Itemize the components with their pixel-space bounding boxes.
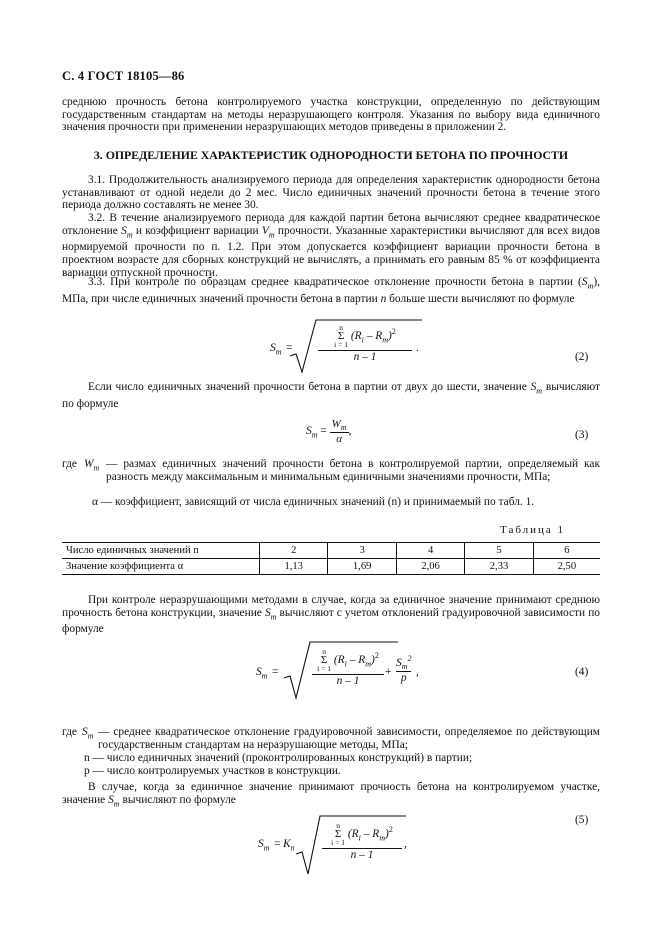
table-row bbox=[62, 559, 600, 575]
equation-number-4: (4) bbox=[575, 666, 589, 678]
table-cell: 2,50 bbox=[533, 559, 600, 575]
equation-number-3: (3) bbox=[575, 429, 589, 441]
table-cell-label: Значение коэффициента α bbox=[62, 559, 260, 575]
table-cell: 5 bbox=[465, 543, 533, 559]
table-cell: 4 bbox=[396, 543, 464, 559]
page-header: С. 4 ГОСТ 18105—86 bbox=[62, 69, 185, 83]
p33-text-b: , МПа, при числе единичных значений прочности бетона в партии bbox=[62, 276, 600, 305]
document-page: С. 4 ГОСТ 18105—86 среднюю прочность бетона контролируемого участка конструкции, определенную по действующим государственным стандартам на методы неразрушающего контроля. Указания по выбору вида единичного значения прочности при применении неразрушающих методов приведены в приложении 2. 3. ОПРЕДЕЛЕНИЕ ХАРАКТЕРИСТИК ОДНОРОДНОСТИ БЕТОНА ПО ПРОЧНОСТИ 3.1. Продолжительность анализируемого периода для определения характеристик однородности бетона устанавливают от одной недели до 2 мес. Число единичных значений прочности бетона в течение этого периода должно составлять не менее 30. 3.2. В течение анализируемого периода для каждой партии бетона вычисляют среднее квадратическое отклонение $S_m$ и коэффициент вариации $V_m$ прочности. Указанные характеристики вычисляют для всех видов нормируемой прочности по п. 1.2. При этом допускается коэффициент вариации прочности бетона в проектном возрасте для сборных конструкций не вычислять, а принимать его равным 85 % от коэффициента вариации отпускной прочности. 3.3. При контроле по образцам среднее квадратическое отклонение прочности бетона в партии $(S_m)$, МПа, при числе единичных значений прочности бетона в партии n больше шести вычисляют по формуле $S_m$ = n Σ i = 1 $(R_i - R_m)^2$ n – 1 . (2) Если число единичных значений прочности бетона в партии от двух до шести, значение $S_m$ вычисляют по формуле $S_m$ = $\frac{W_m}{\alpha}$ , (3) где $W_m$ — размах единичных значений прочности бетона в контролируемой партии, определяемый как разность между максимальным и минимальным единичными значениями прочности, МПа; α — коэффициент, зависящий от числа единичных значений (n) и принимаемый по табл. 1. Таблица 1 Число единичных значений n 2 3 4 5 6 Значение коэффициента α 1,13 1,69 2,06 2,33 2,50 При контроле неразрушающими методами в случае, когда за единичное значение принимают среднюю прочность бетона конструкции, значение $S_m$ вычисляют с учетом отклонений градуировочной зависимости по формуле $S_m$ = n Σ i = 1 $(R_i - R_m)^2$ n – 1 + $S_т^2$ p , (4) где $S_т$ — среднее квадратическое отклонение градуировочной зависимости, определяемое по действующим государственным стандартам на неразрушающие методы, МПа; n — число единичных значений (проконтролированных конструкций) в партии; p — число контролируемых участков в конструкции. В случае, когда за единичное значение принимают прочность бетона на контролируемом участке, значение $S_m$ вычисляют по формуле $S_m$ = $K_n$ n Σ i = 1 $(R_i - R_m)^2$ n – 1 , (5) bbox=[0, 0, 661, 936]
table-cell: 6 bbox=[533, 543, 600, 559]
section-title: 3. ОПРЕДЕЛЕНИЕ ХАРАКТЕРИСТИК ОДНОРОДНОСТИ БЕТОНА ПО ПРОЧНОСТИ bbox=[93, 148, 569, 162]
symbol-n: n bbox=[380, 292, 387, 305]
where-2-description: — среднее квадратическое отклонение градуировочной зависимости, определяемое по действующим государственным стандартам на неразрушающие методы, МПа; bbox=[98, 726, 600, 751]
symbol-sm: $S_m$ bbox=[121, 224, 133, 239]
paragraph-intro: среднюю прочность бетона контролируемого участка конструкции, определенную по действующим государственным стандартам на методы неразрушающего контроля. Указания по выбору вида единичного значения прочности при применении неразрушающих методов приведены в приложении 2. bbox=[62, 96, 600, 134]
symbol-sm: $S_m$ bbox=[581, 276, 594, 291]
where-1-alpha: α — коэффициент, зависящий от числа единичных значений (n) и принимаемый по табл. 1. bbox=[92, 496, 535, 508]
where-2-p: p — число контролируемых участков в конструкции. bbox=[84, 765, 341, 777]
table-cell: 2 bbox=[260, 543, 328, 559]
p33-text-a: 3.3. При контроле по образцам среднее квадратическое отклонение прочности бетона в партии bbox=[88, 276, 573, 288]
paragraph-3-1: 3.1. Продолжительность анализируемого периода для определения характеристик однородности бетона устанавливают от одной недели до 2 мес. Число единичных значений прочности бетона в течение этого периода должно составлять не менее 30. bbox=[62, 174, 600, 212]
where-label-1: где bbox=[62, 458, 77, 470]
paragraph-3-2 bbox=[62, 212, 600, 279]
table-caption: Таблица 1 bbox=[500, 524, 566, 536]
paragraph-nondestructive: При контроле неразрушающими методами в случае, когда за единичное значение принимают среднюю прочность бетона конструкции, значение $S_m$ вычисляют с учетом отклонений градуировочной зависимости по формуле bbox=[62, 594, 600, 636]
formula-3: $S_m$ = $\frac{W_m}{\alpha}$ , bbox=[306, 418, 352, 446]
p32-text-b: и коэффициент вариации bbox=[135, 224, 259, 237]
equation-number-2: (2) bbox=[575, 351, 589, 363]
table-cell: 1,69 bbox=[328, 559, 396, 575]
where-2-n: n — число единичных значений (проконтролированных конструкций) в партии; bbox=[84, 752, 473, 764]
where-label-2: где bbox=[62, 726, 77, 738]
table-cell: 2,33 bbox=[465, 559, 533, 575]
paragraph-3-3: 3.3. При контроле по образцам среднее квадратическое отклонение прочности бетона в партии $(S_m)$, МПа, при числе единичных значений прочности бетона в партии n больше шести вычисляют по формуле bbox=[62, 276, 600, 305]
table-cell-label: Число единичных значений n bbox=[62, 543, 260, 559]
table-cell: 3 bbox=[328, 543, 396, 559]
equation-number-5: (5) bbox=[575, 814, 589, 826]
p33-text-c: больше шести вычисляют по формуле bbox=[389, 292, 575, 305]
table-cell: 1,13 bbox=[260, 559, 328, 575]
table-cell: 2,06 bbox=[396, 559, 464, 575]
table-row bbox=[62, 543, 600, 559]
symbol-vm: $V_m$ bbox=[261, 224, 275, 239]
paragraph-if: Если число единичных значений прочности бетона в партии от двух до шести, значение $S_m$ вычисляют по формуле bbox=[62, 381, 600, 410]
symbol-st: $S_т$ bbox=[82, 726, 94, 741]
symbol-wm: $W_m$ bbox=[84, 458, 100, 473]
paragraph-case: В случае, когда за единичное значение принимают прочность бетона на контролируемом участке, значение $S_m$ вычисляют по формуле bbox=[62, 781, 600, 808]
table-1 bbox=[62, 542, 600, 575]
p32-text-c: прочности. Указанные характеристики вычисляют для всех видов нормируемой прочности по п. 1.2. При этом допускается коэффициент вариации прочности бетона в проектном возрасте для сборных конструкций не вычислять, а принимать его равным 85 % от коэффициента вариации отпускной прочности. bbox=[62, 224, 600, 279]
p32-text-a: 3.2. В течение анализируемого периода для каждой партии бетона вычисляют среднее квадратическое отклонение bbox=[62, 212, 600, 237]
where-1-description: — размах единичных значений прочности бетона в контролируемой партии, определяемый как разность между максимальным и минимальным единичными значениями прочности, МПа; bbox=[106, 458, 600, 483]
